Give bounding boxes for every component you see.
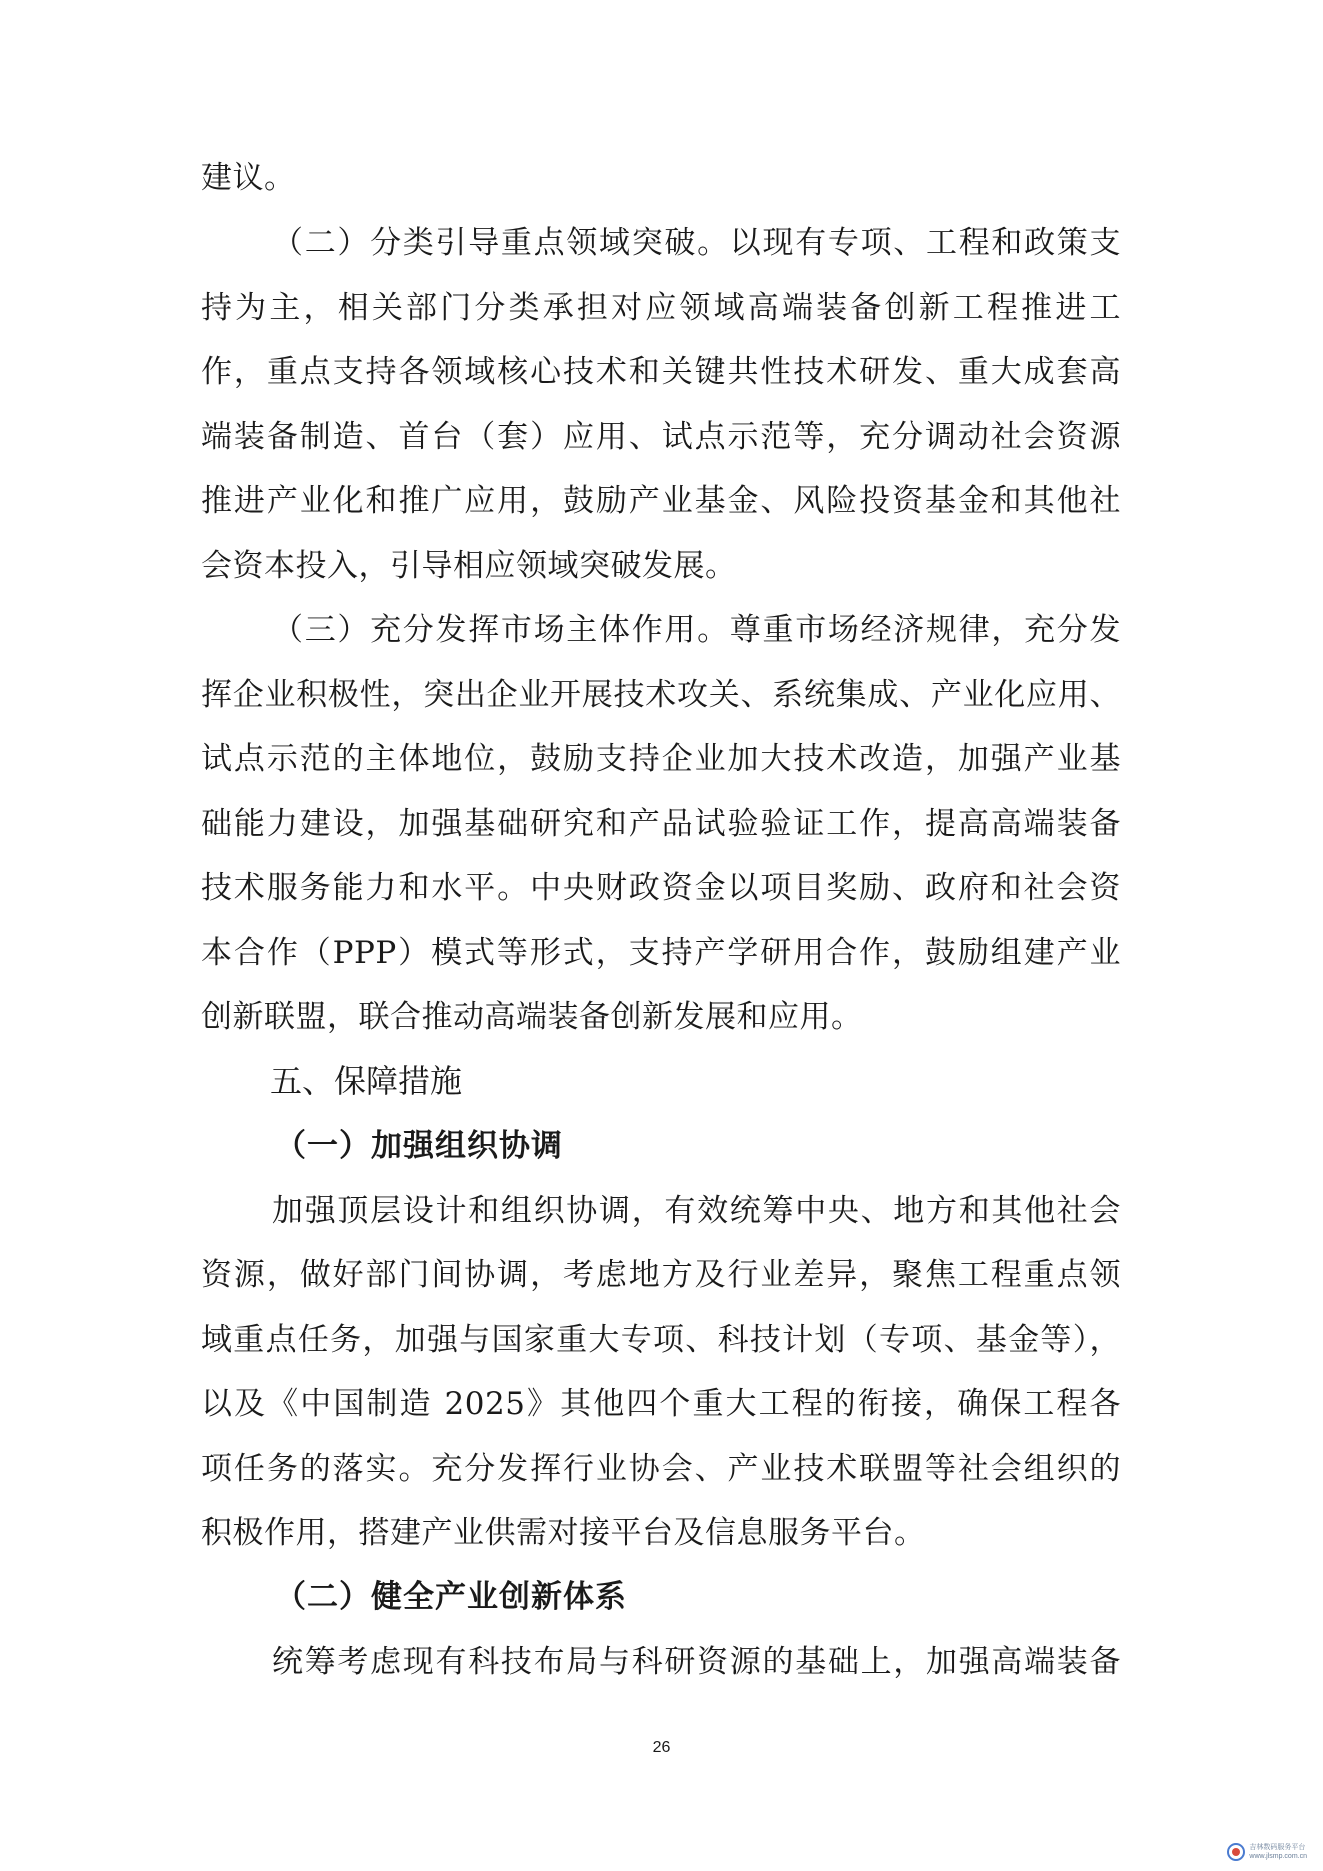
text-line: （二）分类引导重点领域突破。以现有专项、工程和政策支: [272, 225, 1121, 261]
text-line: 作，重点支持各领域核心技术和关键共性技术研发、重大成套高: [201, 354, 1121, 390]
watermark: [1227, 1843, 1307, 1861]
text-line: 域重点任务，加强与国家重大专项、科技计划（专项、基金等），: [201, 1322, 1121, 1358]
page-number: 26: [652, 1739, 671, 1756]
text-line: 创新联盟，联合推动高端装备创新发展和应用。: [201, 999, 863, 1035]
text-line: 资源，做好部门间协调，考虑地方及行业差异，聚焦工程重点领: [201, 1257, 1121, 1293]
text-line: 持为主，相关部门分类承担对应领域高端装备创新工程推进工: [201, 290, 1121, 326]
section-heading: 五、保障措施: [270, 1062, 463, 1100]
subsection-heading: （一）加强组织协调: [275, 1128, 563, 1164]
text-line: 技术服务能力和水平。中央财政资金以项目奖励、政府和社会资: [201, 870, 1121, 906]
watermark-line: www.jlsmp.com.cn: [1249, 1853, 1307, 1860]
text-line: 端装备制造、首台（套）应用、试点示范等，充分调动社会资源: [201, 419, 1121, 455]
watermark-line: 吉林数码服务平台: [1249, 1844, 1306, 1851]
text-line: 会资本投入，引导相应领域突破发展。: [201, 548, 737, 584]
text-line: 本合作（PPP）模式等形式，支持产学研用合作，鼓励组建产业: [201, 935, 1121, 971]
subsection-heading: （二）健全产业创新体系: [275, 1579, 627, 1615]
text-line: 试点示范的主体地位，鼓励支持企业加大技术改造，加强产业基: [201, 741, 1121, 777]
text-line: 挥企业积极性，突出企业开展技术攻关、系统集成、产业化应用、: [201, 677, 1121, 713]
text-line: （三）充分发挥市场主体作用。尊重市场经济规律，充分发: [272, 612, 1121, 648]
watermark-logo-icon: [1227, 1843, 1245, 1861]
text-line: 推进产业化和推广应用，鼓励产业基金、风险投资基金和其他社: [201, 483, 1121, 519]
text-line: 以及《中国制造 2025》其他四个重大工程的衔接，确保工程各: [201, 1386, 1121, 1422]
text-line: 项任务的落实。充分发挥行业协会、产业技术联盟等社会组织的: [201, 1451, 1121, 1487]
text-line: 统筹考虑现有科技布局与科研资源的基础上，加强高端装备: [272, 1644, 1121, 1680]
text-line: 积极作用，搭建产业供需对接平台及信息服务平台。: [201, 1515, 926, 1551]
watermark-text: [1249, 1843, 1307, 1861]
text-line: 加强顶层设计和组织协调，有效统筹中央、地方和其他社会: [272, 1193, 1121, 1229]
text-line: 础能力建设，加强基础研究和产品试验验证工作，提高高端装备: [201, 806, 1121, 842]
text-line: 建议。: [201, 160, 296, 196]
